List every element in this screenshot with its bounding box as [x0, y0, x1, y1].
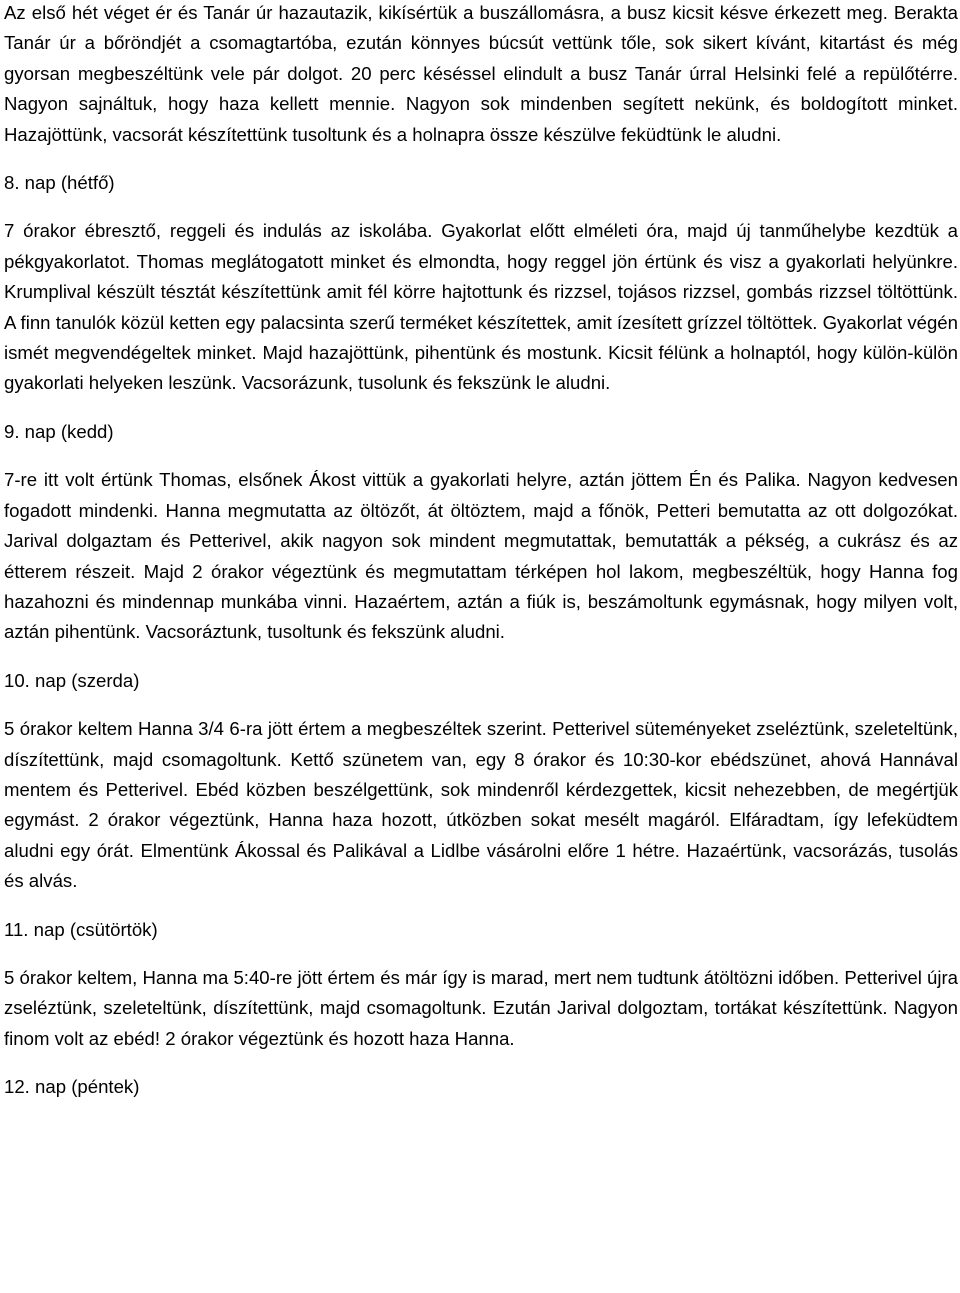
- day-heading-8: 8. nap (hétfő): [4, 172, 115, 194]
- paragraph-day-8: 7 órakor ébresztő, reggeli és indulás az iskolába. Gyakorlat előtt elméleti óra, majd új tanműhelybe kezdtük a pékgyakorlatot. Thomas meglátogatott minket és elmondta, hogy reggel jön értünk és visz a gyakorlati helyünkre. Krumplival készült tésztát készítettünk amit fél körre hajtottunk és rizzsel, tojásos rizzsel, gombás rizzsel töltöttünk. A finn tanulók közül ketten egy palacsinta szerű terméket készítettek, amit ízesített grízzel töltöttek. Gyakorlat végén ismét megvendégeltek minket. Majd hazajöttünk, pihentünk és mostunk. Kicsit félünk a holnaptól, hogy külön-külön gyakorlati helyeken leszünk. Vacsorázunk, tusolunk és fekszünk le aludni.: [4, 220, 958, 394]
- day-heading-9: 9. nap (kedd): [4, 420, 114, 442]
- day-heading-11: 11. nap (csütörtök): [4, 918, 158, 940]
- day-heading-10: 10. nap (szerda): [4, 669, 140, 691]
- paragraph-day-10: 5 órakor keltem Hanna 3/4 6-ra jött értem a megbeszéltek szerint. Petterivel süteményeket zseléztünk, szeleteltünk, díszítettünk, majd csomagoltunk. Kettő szünetem van, egy 8 órakor és 10:30-kor ebédszünet, ahová Hannával mentem és Petterivel. Ebéd közben beszélgettünk, sok mindenről kérdezgettek, kicsit nehezebben, de megértjük egymást. 2 órakor végeztünk, Hanna haza hozott, útközben sokat mesélt magáról. Elfáradtam, így lefeküdtem aludni egy órát. Elmentünk Ákossal és Palikával a Lidlbe vásárolni előre 1 hétre. Hazaértünk, vacsorázás, tusolás és alvás.: [4, 718, 958, 892]
- paragraph-day-11: 5 órakor keltem, Hanna ma 5:40-re jött értem és már így is marad, mert nem tudtunk átöltözni időben. Petterivel újra zseléztünk, szeleteltünk, díszítettünk, majd csomagoltunk. Ezután Jarival dolgoztam, tortákat készítettünk. Nagyon finom volt az ebéd! 2 órakor végeztünk és hozott haza Hanna.: [4, 966, 958, 1049]
- day-heading-12: 12. nap (péntek): [4, 1076, 140, 1098]
- document-page: [4, 0, 958, 1121]
- paragraph-day-9: 7-re itt volt értünk Thomas, elsőnek Ákost vittük a gyakorlati helyre, aztán jöttem Én és Palika. Nagyon kedvesen fogadott mindenki. Hanna megmutatta az öltözőt, át öltöztem, majd a főnök, Petteri bemutatta az ott dolgozókat. Jarival dolgaztam és Petterivel, akik nagyon sok mindent megmutattak, bemutatták a pékség, a cukrász és az étterem részeit. Majd 2 órakor végeztünk és megmutattam térképen hol lakom, megbeszéltük, hogy Hanna fog hazahozni és mindennap munkába vinni. Hazaértem, aztán a fiúk is, beszámoltunk egymásnak, hogy milyen volt, aztán pihentünk. Vacsoráztunk, tusoltunk és fekszünk aludni.: [4, 469, 958, 643]
- paragraph-first-week-end: Az első hét véget ér és Tanár úr hazautazik, kikísértük a buszállomásra, a busz kicsit késve érkezett meg. Berakta Tanár úr a bőröndjét a csomagtartóba, ezután könnyes búcsút vettünk tőle, sok sikert kívánt, kitartást és még gyorsan megbeszéltünk vele pár dolgot. 20 perc késéssel elindult a busz Tanár úrral Helsinki felé a repülőtérre. Nagyon sajnáltuk, hogy haza kellett mennie. Nagyon sok mindenben segített nekünk, és boldogított minket. Hazajöttünk, vacsorát készítettünk tusoltunk és a holnapra össze készülve feküdtünk le aludni.: [4, 2, 958, 145]
